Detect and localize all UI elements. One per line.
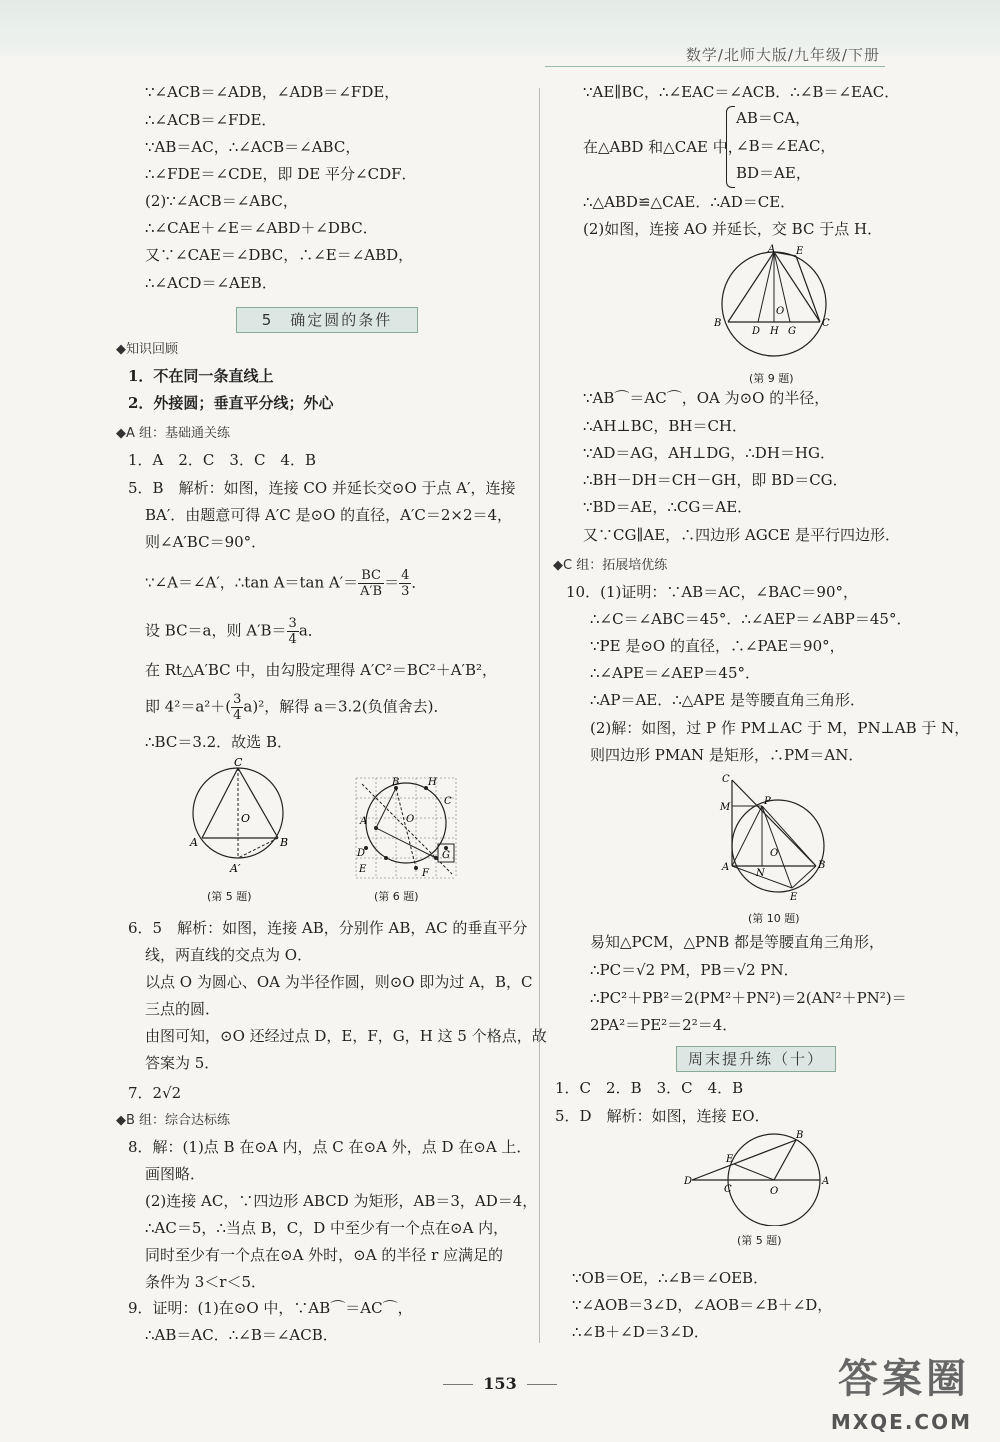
svg-text:H: H [770, 326, 779, 337]
text-line: ∵∠ACB＝∠ADB，∠ADB＝∠FDE， [145, 83, 400, 101]
svg-text:D: D [752, 326, 761, 337]
text-line: ∵OB＝OE，∴∠B＝∠OEB． [572, 1269, 769, 1287]
q8-line: 条件为 3＜r＜5． [145, 1273, 267, 1291]
q6-line: 由图可知，⊙O 还经过点 D，E，F，G，H 这 5 个格点，故 [145, 1027, 547, 1045]
text-line: ∴△ABD≌△CAE．∴AD＝CE． [583, 193, 796, 211]
q5-line: 5．B 解析：如图，连接 CO 并延长交⊙O 于点 A′，连接 [128, 479, 516, 497]
svg-text:N: N [756, 868, 765, 879]
review-answer: 1．不在同一条直线上 [128, 367, 274, 385]
svg-text:O: O [241, 812, 251, 825]
svg-text:C: C [722, 774, 730, 785]
q10-line: 则四边形 PMAN 是矩形，∴PM＝AN． [590, 746, 864, 764]
text-line: ∴PC＝√2 PM，PB＝√2 PN． [590, 961, 799, 979]
text-line: 易知△PCM，△PNB 都是等腰直角三角形， [590, 933, 885, 951]
text-line: 又∵∠CAE＝∠DBC，∴∠E＝∠ABD， [145, 246, 414, 264]
q10-line: 10．(1)证明：∵AB＝AC，∠BAC＝90°， [566, 583, 858, 601]
svg-text:E: E [726, 1154, 734, 1165]
text-line: ∴BH－DH＝CH－GH，即 BD＝CG． [583, 471, 848, 489]
q10-line: ∵PE 是⊙O 的直径，∴∠PAE＝90°， [590, 637, 845, 655]
svg-text:G: G [442, 850, 450, 861]
section-title: 5 确定圆的条件 [236, 307, 418, 333]
q6-line: 以点 O 为圆心、OA 为半径作圆，则⊙O 即为过 A，B，C [145, 973, 533, 991]
svg-text:E: E [796, 246, 804, 257]
tag-group-b: ◆B 组：综合达标练 [116, 1113, 231, 1128]
svg-text:C: C [234, 758, 243, 769]
figure-caption: (第 6 题) [374, 890, 419, 903]
text-line: ∴∠FDE＝∠CDE，即 DE 平分∠CDF． [145, 165, 417, 183]
section-title-weekend: 周末提升练（十） [676, 1046, 836, 1072]
q9-line: ∴AB＝AC．∴∠B＝∠ACB． [145, 1326, 338, 1344]
column-divider [539, 88, 540, 1343]
q10-line: ∴∠APE＝∠AEP＝45°． [590, 664, 761, 682]
text-line: ∴∠B＋∠D＝3∠D． [572, 1323, 709, 1341]
q5-line: BA′．由题意可得 A′C 是⊙O 的直径，A′C＝2×2＝4， [145, 506, 513, 524]
text-line: ∵AD＝AG，AH⊥DG，∴DH＝HG． [583, 444, 835, 462]
q6-line: 答案为 5． [145, 1054, 220, 1072]
q8-line: 画图略． [145, 1165, 206, 1183]
figure-q10 [712, 770, 834, 902]
q9-line: 9．证明：(1)在⊙O 中，∵AB⌒＝AC⌒， [128, 1299, 413, 1317]
figure-q6 [352, 774, 460, 882]
q6-line: 6．5 解析：如图，连接 AB，分别作 AB，AC 的垂直平分 [128, 919, 528, 937]
text-line: ∵∠AOB＝3∠D，∠AOB＝∠B＋∠D， [572, 1296, 833, 1314]
w5-line: 5．D 解析：如图，连接 EO． [555, 1107, 770, 1125]
svg-text:A: A [722, 862, 730, 873]
q8-line: (2)连接 AC，∵四边形 ABCD 为矩形，AB＝3，AD＝4， [145, 1192, 538, 1210]
figure-q9 [708, 242, 838, 364]
page-number: 153 [0, 1374, 1000, 1393]
svg-text:A: A [360, 816, 368, 827]
svg-text:B: B [280, 836, 289, 849]
q7-line: 7．2√2 [128, 1084, 182, 1102]
svg-text:C: C [724, 1184, 732, 1195]
svg-text:A: A [190, 836, 198, 849]
svg-text:E: E [790, 892, 798, 902]
figure-caption: (第 9 题) [749, 372, 794, 385]
q5-line: 在 Rt△A′BC 中，由勾股定理得 A′C²＝BC²＋A′B²， [145, 661, 497, 679]
text-line: 2PA²＝PE²＝2²＝4． [590, 1016, 738, 1034]
svg-text:E: E [359, 864, 367, 875]
svg-text:C: C [822, 318, 830, 329]
q5-line: ∴BC＝3.2．故选 B． [145, 733, 292, 751]
q10-line: ∴AP＝AE．∴△APE 是等腰直角三角形． [590, 691, 865, 709]
svg-text:O: O [770, 848, 779, 859]
page-dash [527, 1384, 557, 1385]
q10-line: ∴∠C＝∠ABC＝45°．∴∠AEP＝∠ABP＝45°． [590, 610, 912, 628]
tag-knowledge-review: ◆知识回顾 [116, 342, 178, 357]
system-lead: 在△ABD 和△CAE 中， [583, 138, 743, 156]
header-title: 数学/北师大版/九年级/下册 [685, 46, 880, 64]
figure-weekend-q5 [682, 1128, 842, 1226]
svg-text:D: D [357, 848, 366, 859]
q8-line: ∴AC＝5，∴当点 B，C，D 中至少有一个点在⊙A 内， [145, 1219, 509, 1237]
svg-text:B: B [796, 1130, 804, 1141]
q5-tan-lead: ∵∠A＝∠A′，∴tan A＝tan A′＝ [145, 573, 359, 592]
text-line: ∴∠CAE＋∠E＝∠ABD＋∠DBC． [145, 219, 378, 237]
figure-caption: (第 10 题) [748, 912, 800, 925]
text-line: ∵AB⌒＝AC⌒，OA 为⊙O 的半径， [583, 389, 830, 407]
svg-text:A: A [768, 244, 776, 255]
q8-line: 8．解：(1)点 B 在⊙A 内，点 C 在⊙A 外，点 D 在⊙A 上． [128, 1138, 532, 1156]
svg-text:H: H [428, 777, 437, 788]
q5-eq-line: 即 4²＝a²＋( $\frac{3}{4}$ a)²，解得 a＝3.2(负值舍去)． [145, 692, 449, 723]
figure-caption: (第 5 题) [207, 890, 252, 903]
tag-group-c: ◆C 组：拓展培优练 [553, 558, 668, 573]
svg-text:P: P [764, 796, 771, 807]
svg-text:F: F [422, 868, 429, 879]
q8-line: 同时至少有一个点在⊙A 外时，⊙A 的半径 r 应满足的 [145, 1246, 504, 1264]
page-dash [443, 1384, 473, 1385]
text-line: ∴∠ACD＝∠AEB． [145, 274, 277, 292]
q10-line: (2)解：如图，过 P 作 PM⊥AC 于 M，PN⊥AB 于 N， [590, 719, 970, 737]
fraction: $\frac{4}{3}$ [401, 568, 410, 599]
q5-line: 则∠A′BC＝90°． [145, 533, 267, 551]
svg-text:B: B [714, 318, 722, 329]
svg-text:M: M [720, 802, 731, 813]
text-line: (2)∵∠ACB＝∠ABC， [145, 192, 298, 210]
q6-line: 线，两直线的交点为 O． [145, 946, 313, 964]
svg-text:A: A [822, 1176, 830, 1187]
figure-caption: (第 5 题) [737, 1234, 782, 1247]
fraction: $\frac{BC}{A'B}$ [360, 568, 383, 599]
svg-text:O: O [776, 306, 785, 317]
system-line: BD＝AE， [736, 164, 811, 182]
svg-text:D: D [684, 1176, 693, 1187]
svg-text:A′: A′ [230, 862, 241, 875]
brace [726, 106, 735, 188]
q5-tan-line: ∵∠A＝∠A′，∴tan A＝tan A′＝ $\frac{BC}{A'B}$ ＝ $\frac{4}{3}$ ． [145, 568, 427, 599]
svg-text:B: B [818, 860, 826, 871]
svg-text:B: B [392, 777, 400, 788]
svg-text:G: G [788, 326, 796, 337]
header-rule [545, 66, 885, 67]
text-line: ∴PC²＋PB²＝2(PM²＋PN²)＝2(AN²＋PN²)＝ [590, 989, 907, 1007]
choice-answers: 1．A 2．C 3．C 4．B [128, 451, 316, 469]
watermark-url: MXQE.COM [830, 1410, 972, 1434]
watermark-logo: 答案圈 [838, 1356, 970, 1402]
text-line: ∴AH⊥BC，BH＝CH． [583, 417, 748, 435]
text-line: (2)如图，连接 AO 并延长，交 BC 于点 H． [583, 220, 883, 238]
text-line: ∵AE∥BC，∴∠EAC＝∠ACB．∴∠B＝∠EAC． [583, 83, 900, 101]
q5-set-line: 设 BC＝a，则 A′B＝ $\frac{3}{4}$ a． [145, 616, 323, 647]
review-answer: 2．外接圆；垂直平分线；外心 [128, 394, 334, 412]
system-line: AB＝CA， [736, 109, 811, 127]
text-line: ∵AB＝AC，∴∠ACB＝∠ABC， [145, 138, 361, 156]
text-line: ∴∠ACB＝∠FDE． [145, 111, 277, 129]
tag-group-a: ◆A 组：基础通关练 [116, 426, 231, 441]
fraction: $\frac{3}{4}$ [288, 616, 297, 647]
fraction: $\frac{3}{4}$ [233, 692, 242, 723]
text-line: ∵BD＝AE，∴CG＝AE． [583, 498, 753, 516]
choice-answers: 1．C 2．B 3．C 4．B [555, 1079, 744, 1097]
svg-text:C: C [444, 796, 452, 807]
system-line: ∠B＝∠EAC， [736, 137, 836, 155]
text-line: 又∵CG∥AE，∴四边形 AGCE 是平行四边形． [583, 526, 900, 544]
svg-text:O: O [770, 1186, 779, 1197]
q6-line: 三点的圆． [145, 1000, 221, 1018]
figure-q5 [188, 758, 298, 880]
svg-text:O: O [406, 814, 415, 825]
